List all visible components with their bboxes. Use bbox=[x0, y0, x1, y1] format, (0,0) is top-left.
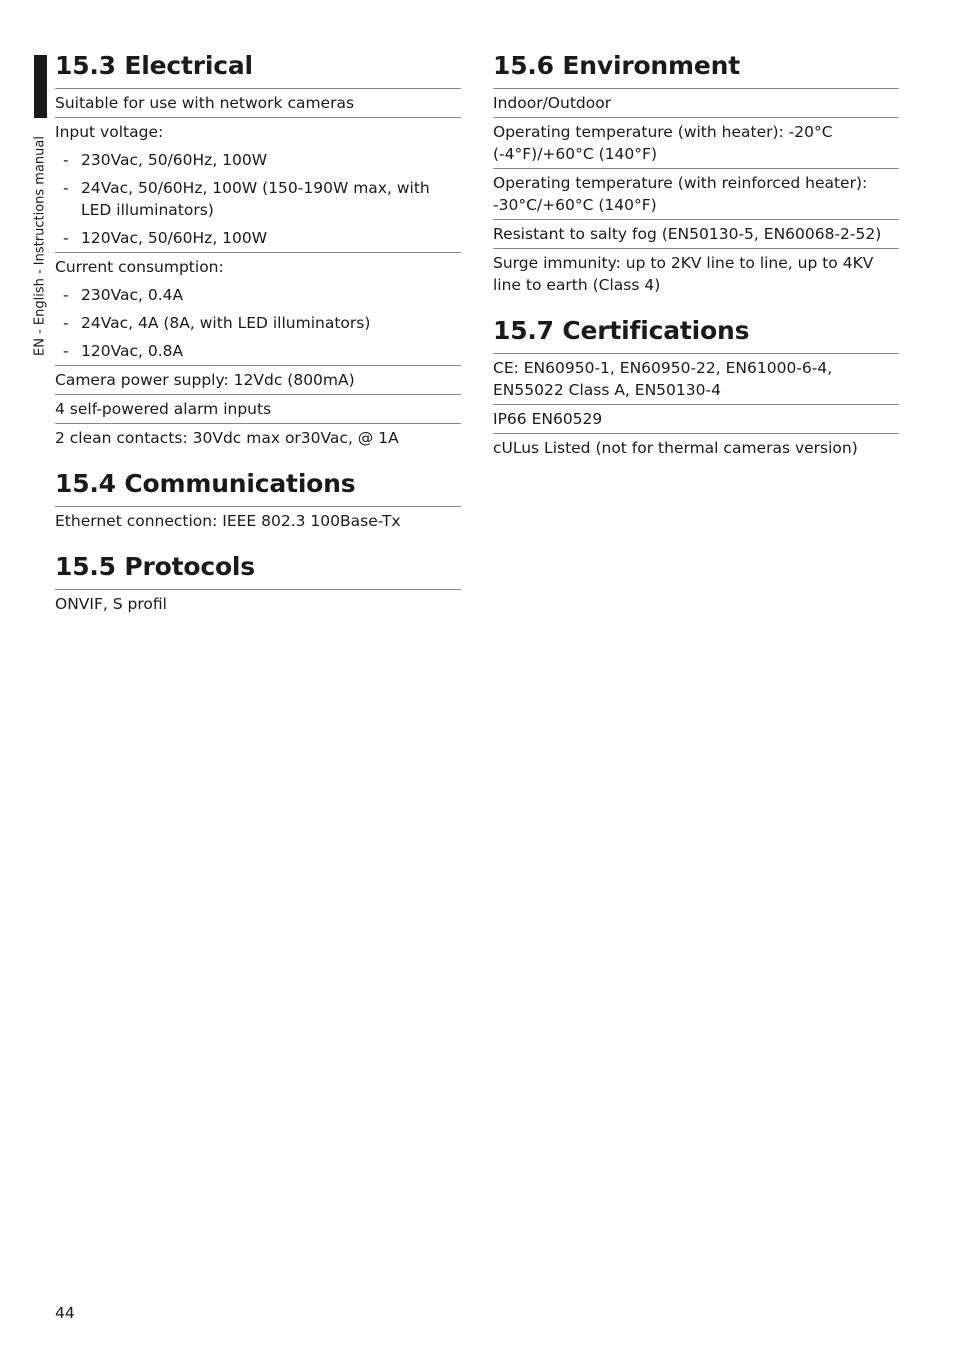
spec-label: Input voltage: bbox=[55, 123, 164, 141]
spec-row-current-consumption bbox=[55, 253, 461, 366]
spec-row: Operating temperature (with heater): -20°C (-4°F)/+60°C (140°F) bbox=[493, 118, 899, 169]
spec-row: Ethernet connection: IEEE 802.3 100Base-Tx bbox=[55, 512, 401, 530]
section-title-protocols: 15.5 Protocols bbox=[55, 549, 461, 590]
section-title-electrical: 15.3 Electrical bbox=[55, 48, 461, 89]
left-column bbox=[55, 48, 461, 618]
list-item: - 230Vac, 50/60Hz, 100W bbox=[63, 151, 268, 169]
spec-row: 4 self-powered alarm inputs bbox=[55, 395, 461, 424]
spec-row: 2 clean contacts: 30Vdc max or30Vac, @ 1A bbox=[55, 429, 399, 447]
spec-label: Current consumption: bbox=[55, 258, 224, 276]
section-title-certifications: 15.7 Certifications bbox=[493, 313, 899, 354]
section-title-environment: 15.6 Environment bbox=[493, 48, 899, 89]
spec-row: Resistant to salty fog (EN50130-5, EN60068-2-52) bbox=[493, 220, 899, 249]
spec-row: Operating temperature (with reinforced heater): -30°C/+60°C (140°F) bbox=[493, 169, 899, 220]
spec-row: ONVIF, S profil bbox=[55, 595, 167, 613]
page-number: 44 bbox=[55, 1304, 75, 1322]
spec-row: Indoor/Outdoor bbox=[493, 89, 899, 118]
spec-row: CE: EN60950-1, EN60950-22, EN61000-6-4, EN55022 Class A, EN50130-4 bbox=[493, 354, 899, 405]
spec-row: Suitable for use with network cameras bbox=[55, 89, 461, 118]
spec-row: Surge immunity: up to 2KV line to line, up to 4KV line to earth (Class 4) bbox=[493, 254, 874, 294]
side-tab-marker bbox=[34, 55, 47, 118]
spec-row-input-voltage bbox=[55, 118, 461, 253]
side-label: EN - English - Instructions manual bbox=[32, 136, 48, 356]
spec-row: IP66 EN60529 bbox=[493, 405, 899, 434]
list-item: - 120Vac, 50/60Hz, 100W bbox=[63, 229, 268, 247]
spec-row: Camera power supply: 12Vdc (800mA) bbox=[55, 366, 461, 395]
section-title-communications: 15.4 Communications bbox=[55, 466, 461, 507]
list-item: - 24Vac, 50/60Hz, 100W (150-190W max, with LED illuminators) bbox=[63, 179, 430, 219]
list-item: - 24Vac, 4A (8A, with LED illuminators) bbox=[63, 314, 371, 332]
list-item: - 230Vac, 0.4A bbox=[63, 286, 184, 304]
list-item: - 120Vac, 0.8A bbox=[63, 342, 184, 360]
right-column bbox=[493, 48, 899, 462]
spec-row: cULus Listed (not for thermal cameras version) bbox=[493, 439, 858, 457]
